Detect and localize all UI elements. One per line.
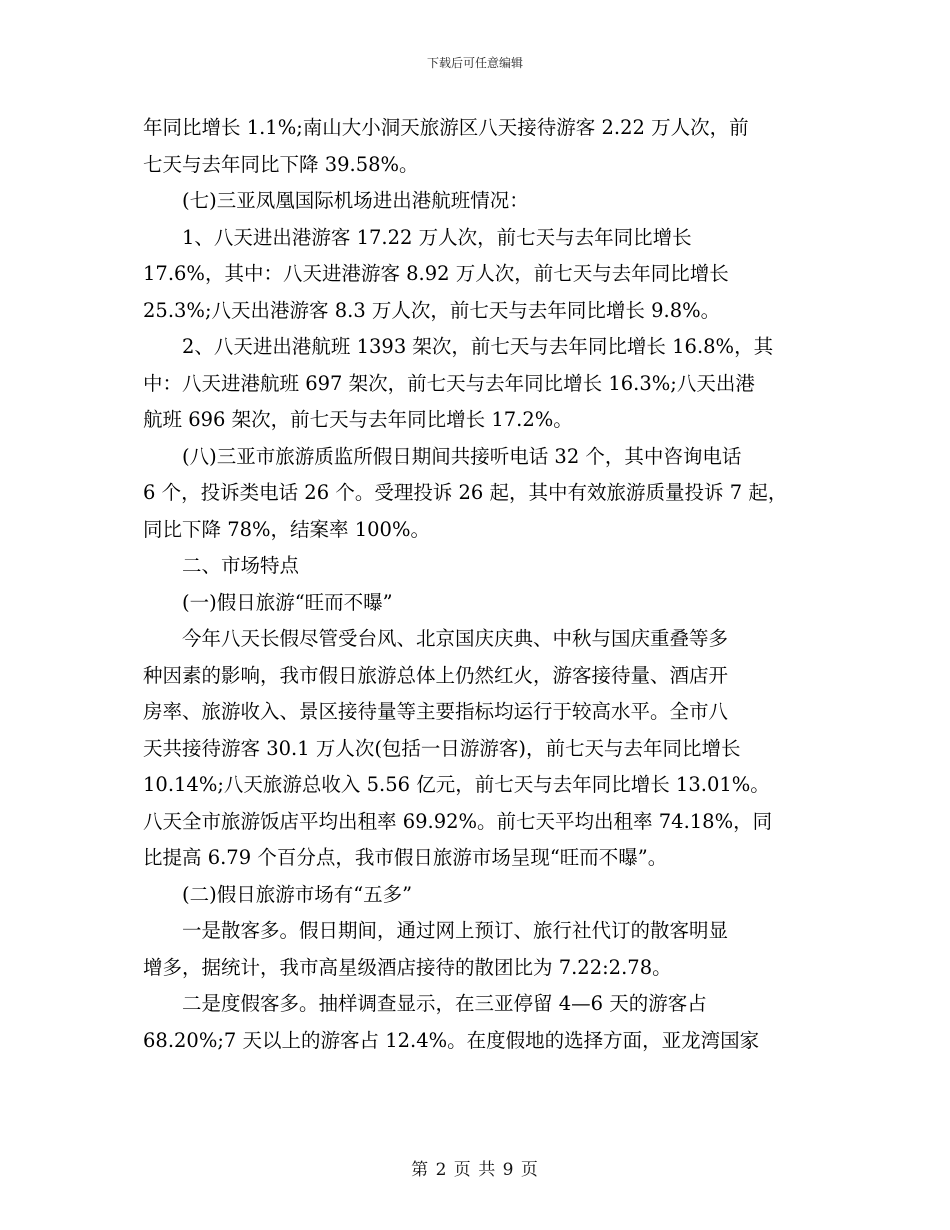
- text-line: 10.14%;八天旅游总收入 5.56 亿元，前七天与去年同比增长 13.01%。: [143, 773, 770, 796]
- text-line: 同比下降 78%，结案率 100%。: [143, 517, 430, 541]
- page-footer: 第 2 页 共 9 页: [411, 1160, 539, 1180]
- text-line: 17.6%，其中：八天进港游客 8.92 万人次，前七天与去年同比增长: [143, 262, 729, 285]
- text-line: 年同比增长 1.1%;南山大小洞天旅游区八天接待游客 2.22 万人次，前: [143, 116, 749, 139]
- text-line: 八天全市旅游饭店平均出租率 69.92%。前七天平均出租率 74.18%，同: [143, 809, 773, 833]
- text-line: 中：八天进港航班 697 架次，前七天与去年同比增长 16.3%;八天出港: [143, 371, 755, 395]
- text-line: 2、八天进出港航班 1393 架次，前七天与去年同比增长 16.8%，其: [182, 335, 774, 358]
- text-line: 天共接待游客 30.1 万人次(包括一日游游客)，前七天与去年同比增长: [143, 736, 741, 760]
- text-line: 1、八天进出港游客 17.22 万人次，前七天与去年同比增长: [182, 225, 692, 249]
- text-line: (八)三亚市旅游质监所假日期间共接听电话 32 个，其中咨询电话: [182, 444, 742, 468]
- text-line: 房率、旅游收入、景区接待量等主要指标均运行于较高水平。全市八: [143, 700, 729, 723]
- text-line: 一是散客多。假日期间，通过网上预订、旅行社代订的散客明显: [182, 919, 729, 942]
- text-line: (二)假日旅游市场有“五多”: [182, 882, 413, 906]
- text-line: 比提高 6.79 个百分点，我市假日旅游市场呈现“旺而不曝”。: [143, 846, 668, 869]
- text-line: (七)三亚凤凰国际机场进出港航班情况：: [182, 189, 529, 212]
- text-line: (一)假日旅游“旺而不曝”: [182, 590, 393, 614]
- text-line: 种因素的影响，我市假日旅游总体上仍然红火，游客接待量、酒店开: [143, 663, 729, 687]
- text-line: 七天与去年同比下降 39.58%。: [143, 152, 419, 176]
- text-line: 二、市场特点: [182, 554, 300, 577]
- text-line: 增多，据统计，我市高星级酒店接待的散团比为 7.22:2.78。: [143, 955, 672, 979]
- text-line: 68.20%;7 天以上的游客占 12.4%。在度假地的选择方面，亚龙湾国家: [143, 1028, 760, 1052]
- text-line: 今年八天长假尽管受台风、北京国庆庆典、中秋与国庆重叠等多: [182, 627, 729, 650]
- text-line: 25.3%;八天出港游客 8.3 万人次，前七天与去年同比增长 9.8%。: [143, 298, 721, 322]
- text-line: 6 个，投诉类电话 26 个。受理投诉 26 起，其中有效旅游质量投诉 7 起，: [143, 481, 788, 504]
- document-body: [143, 110, 807, 1059]
- page-header: 下载后可任意编辑: [426, 56, 523, 70]
- text-line: 航班 696 架次，前七天与去年同比增长 17.2%。: [143, 408, 573, 431]
- text-line: 二是度假客多。抽样调查显示，在三亚停留 4—6 天的游客占: [182, 992, 707, 1015]
